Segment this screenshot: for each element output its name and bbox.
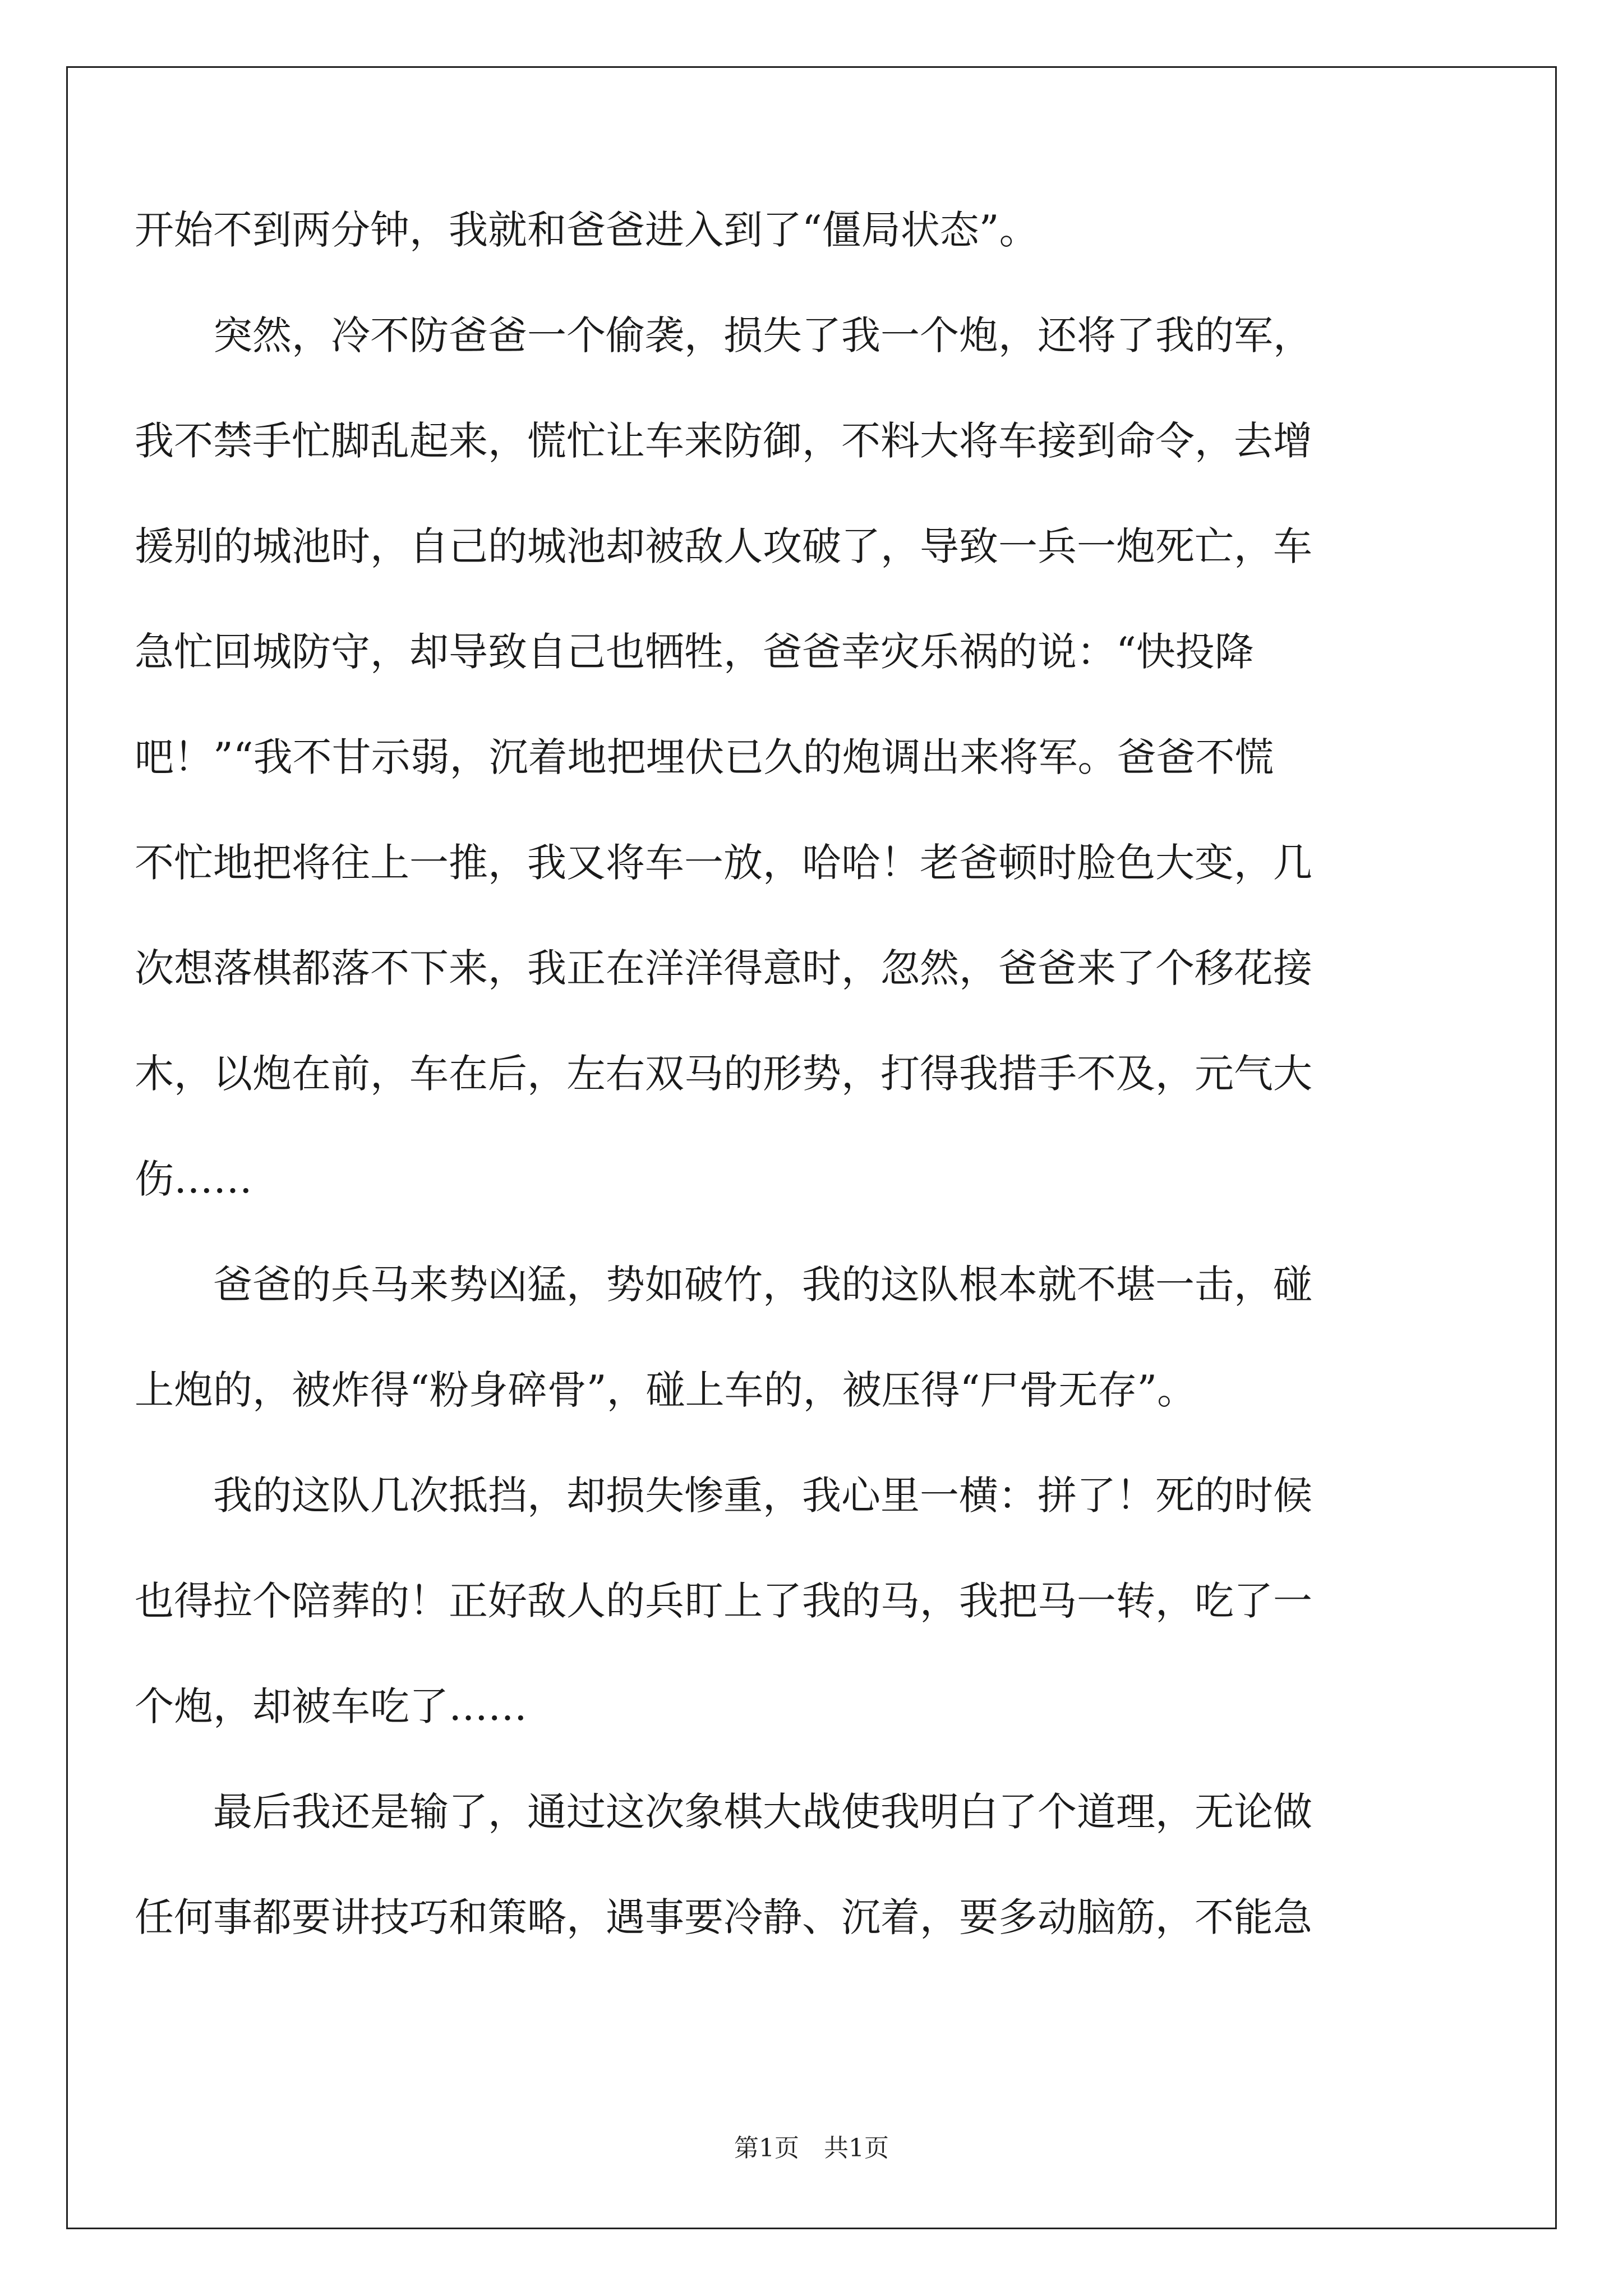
text-line: 个炮，却被车吃了…… xyxy=(135,1683,527,1729)
page-number-footer: 第1页 共1页 xyxy=(734,2134,889,2162)
text-line: 最后我还是输了，通过这次象棋大战使我明白了个道理，无论做 xyxy=(135,1789,1312,1835)
text-line: 我不禁手忙脚乱起来，慌忙让车来防御，不料大将车接到命令，去增 xyxy=(135,418,1312,464)
text-line: 我的这队几次抵挡，却损失惨重，我心里一横：拼了！死的时候 xyxy=(135,1473,1312,1519)
text-line: 次想落棋都落不下来，我正在洋洋得意时，忽然，爸爸来了个移花接 xyxy=(135,945,1312,991)
text-line: 不忙地把将往上一推，我又将车一放，哈哈！老爸顿时脸色大变，几 xyxy=(135,840,1312,886)
text-line: 上炮的，被炸得“粉身碎骨”，碰上车的，被压得“尸骨无存”。 xyxy=(135,1367,1197,1413)
text-line: 急忙回城防守，却导致自己也牺牲，爸爸幸灾乐祸的说：“快投降 xyxy=(135,629,1254,675)
text-line: 吧！”“我不甘示弱，沉着地把埋伏已久的炮调出来将军。爸爸不慌 xyxy=(135,734,1274,780)
text-line: 木，以炮在前，车在后，左右双马的形势，打得我措手不及，元气大 xyxy=(135,1051,1312,1097)
text-line: 突然，冷不防爸爸一个偷袭，损失了我一个炮，还将了我的军， xyxy=(135,312,1312,358)
text-line: 也得拉个陪葬的！正好敌人的兵盯上了我的马，我把马一转，吃了一 xyxy=(135,1578,1312,1624)
text-line: 伤…… xyxy=(135,1156,252,1202)
text-line: 援别的城池时，自己的城池却被敌人攻破了，导致一兵一炮死亡，车 xyxy=(135,523,1312,569)
text-line: 任何事都要讲技巧和策略，遇事要冷静、沉着，要多动脑筋，不能急 xyxy=(135,1894,1312,1940)
text-line: 开始不到两分钟，我就和爸爸进入到了“僵局状态”。 xyxy=(135,207,1039,253)
text-line: 爸爸的兵马来势凶猛，势如破竹，我的这队根本就不堪一击，碰 xyxy=(135,1262,1312,1308)
